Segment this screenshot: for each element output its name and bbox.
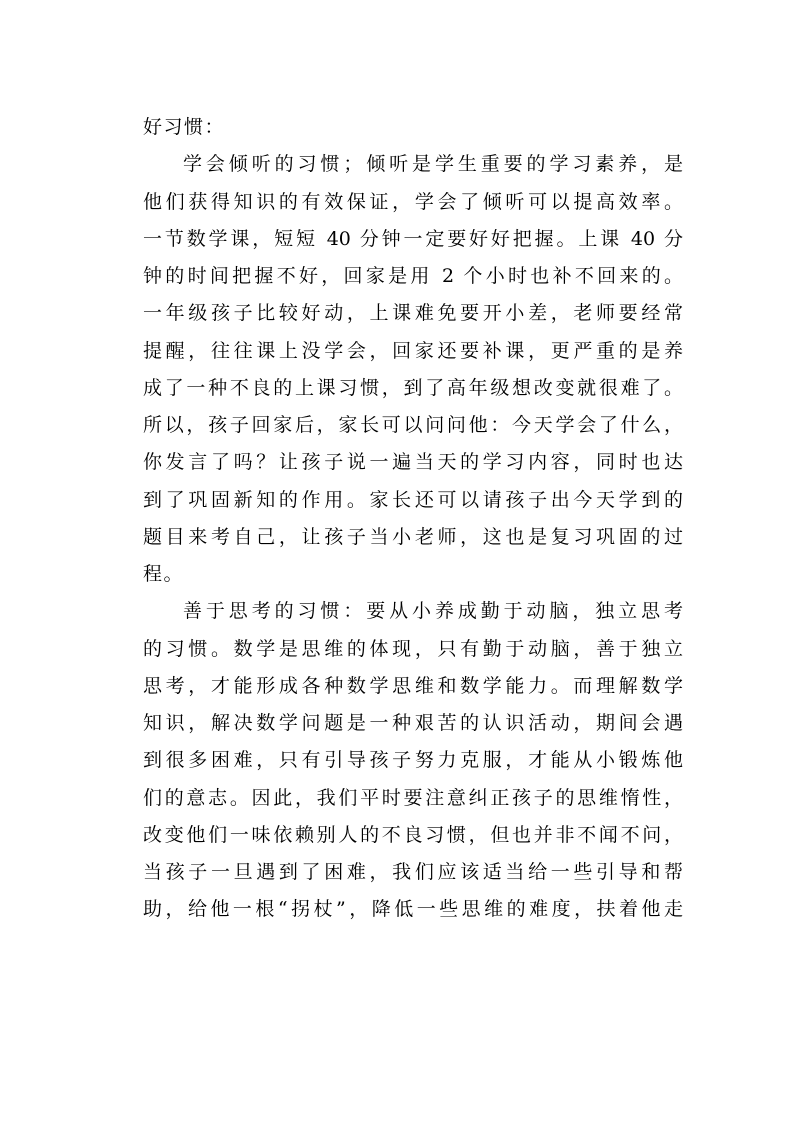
text-line: 你发言了吗？让孩子说一遍当天的学习内容，同时也达	[143, 451, 683, 474]
text-line: 当孩子一旦遇到了困难，我们应该适当给一些引导和帮	[143, 861, 683, 883]
text-line: 知识，解决数学问题是一种艰苦的认识活动，期间会遇	[143, 712, 683, 734]
text-line: 一年级孩子比较好动，上课难免要开小差，老师要经常	[143, 302, 683, 325]
text-line: 题目来考自己，让孩子当小老师，这也是复习巩固的过	[143, 525, 683, 548]
text-line: 的习惯。数学是思维的体现，只有勤于动脑，善于独立	[143, 637, 683, 660]
paragraph-start-line: 善于思考的习惯：要从小养成勤于动脑，独立思考	[183, 600, 683, 623]
text-line: 们的意志。因此，我们平时要注意纠正孩子的思维惰性，	[143, 786, 683, 809]
text-line: 成了一种不良的上课习惯，到了高年级想改变就很难了。	[143, 376, 683, 399]
text-line: 提醒，往往课上没学会，回家还要补课，更严重的是养	[143, 339, 683, 362]
body-text	[143, 109, 683, 929]
text-line: 改变他们一味依赖别人的不良习惯，但也并非不闻不问，	[143, 823, 683, 846]
text-line: 思考，才能形成各种数学思维和数学能力。而理解数学	[143, 674, 683, 697]
text-line: 他们获得知识的有效保证，学会了倾听可以提高效率。	[143, 190, 683, 213]
text-line: 程。	[143, 563, 185, 585]
text-line: 到了巩固新知的作用。家长还可以请孩子出今天学到的	[143, 488, 683, 511]
text-line: 助，给他一根“拐杖”，降低一些思维的难度，扶着他走	[143, 898, 683, 921]
text-line: 好习惯：	[143, 116, 226, 138]
text-line: 钟的时间把握不好，回家是用 2 个小时也补不回来的。	[143, 265, 683, 287]
text-line: 一节数学课，短短 40 分钟一定要好好把握。上课 40 分	[143, 227, 683, 250]
paragraph-start-line: 学会倾听的习惯；倾听是学生重要的学习素养，是	[183, 153, 683, 176]
text-line: 所以，孩子回家后，家长可以问问他：今天学会了什么，	[143, 414, 683, 436]
text-line: 到很多困难，只有引导孩子努力克服，才能从小锻炼他	[143, 749, 683, 772]
